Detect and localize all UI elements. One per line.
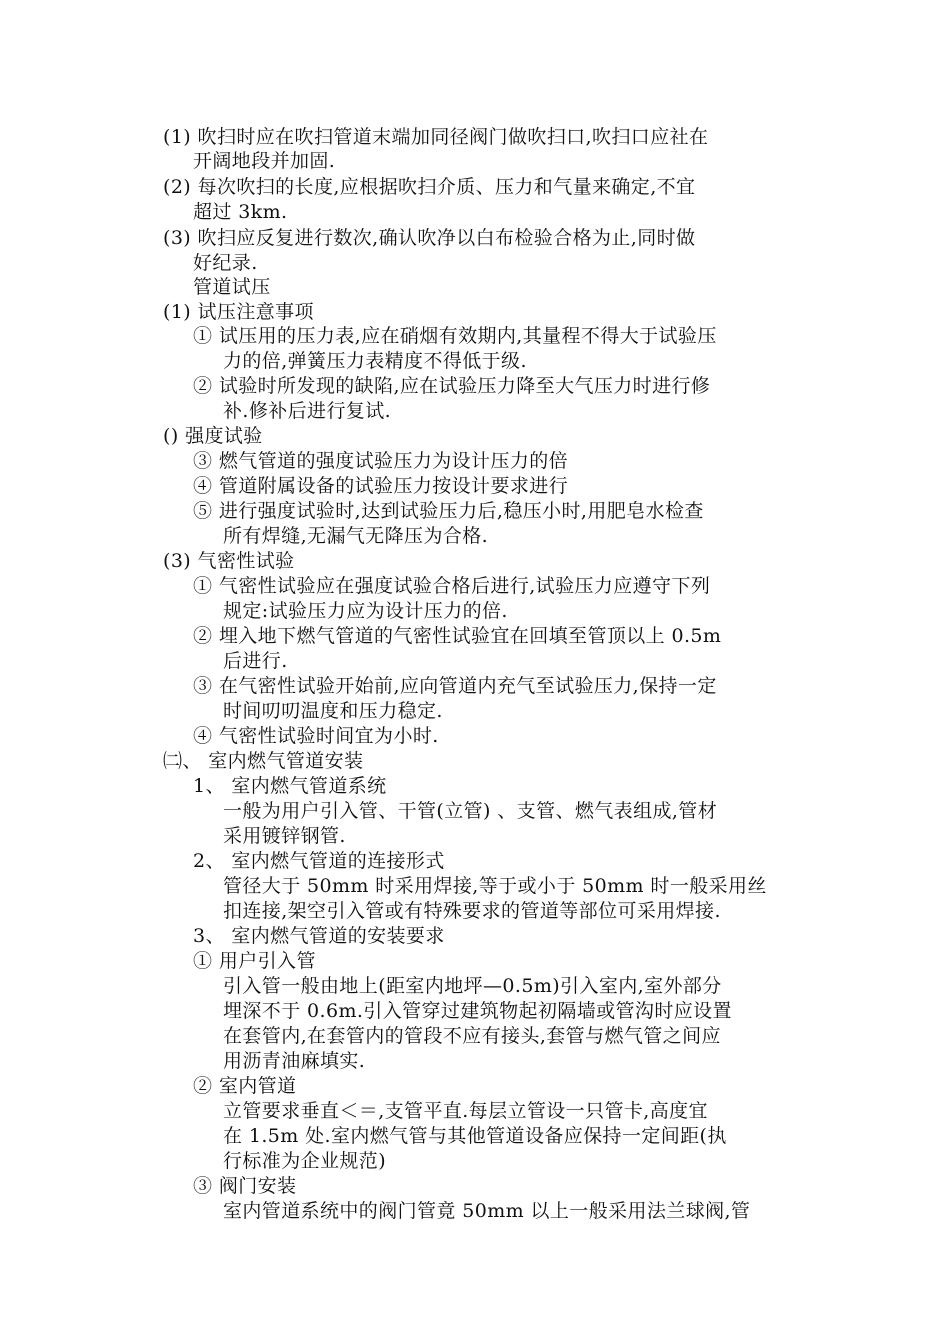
text-line: 行标准为企业规范) xyxy=(223,1150,387,1172)
text-line: ④ 气密性试验时间宜为小时. xyxy=(193,725,439,747)
text-line: ② 室内管道 xyxy=(193,1075,297,1097)
text-line: 好纪录. xyxy=(193,252,258,274)
text-line: 规定:试验压力应为设计压力的倍. xyxy=(223,600,508,622)
section-heading: ㈡、 室内燃气管道安装 xyxy=(163,750,364,772)
text-line: ④ 管道附属设备的试验压力按设计要求进行 xyxy=(193,475,569,497)
text-line: 3、 室内燃气管道的安装要求 xyxy=(193,925,445,947)
text-line: (2) 每次吹扫的长度,应根据吹扫介质、压力和气量来确定,不宜 xyxy=(163,176,696,198)
text-line: 立管要求垂直＜＝,支管平直.每层立管设一只管卡,高度宜 xyxy=(223,1100,708,1122)
text-line: 采用镀锌钢管. xyxy=(223,825,346,847)
text-line: 1、 室内燃气管道系统 xyxy=(193,775,387,797)
text-line: ③ 在气密性试验开始前,应向管道内充气至试验压力,保持一定 xyxy=(193,675,717,697)
text-line: 管径大于 50mm 时采用焊接,等于或小于 50mm 时一般采用丝 xyxy=(223,875,767,897)
text-line: 开阔地段并加固. xyxy=(193,150,336,172)
text-line: (3) 吹扫应反复进行数次,确认吹净以白布检验合格为止,同时做 xyxy=(163,227,696,249)
text-line: ② 埋入地下燃气管道的气密性试验宜在回填至管顶以上 0.5m xyxy=(193,625,722,647)
text-line: 室内管道系统中的阀门管竟 50mm 以上一般采用法兰球阀,管 xyxy=(223,1200,751,1222)
text-line: (1) 吹扫时应在吹扫管道末端加同径阀门做吹扫口,吹扫口应社在 xyxy=(163,126,709,148)
text-line: 力的倍,弹簧压力表精度不得低于级. xyxy=(223,350,527,372)
text-line: ① 试压用的压力表,应在硝烟有效期内,其量程不得大于试验压 xyxy=(193,325,717,347)
text-line: 扣连接,架空引入管或有特殊要求的管道等部位可采用焊接. xyxy=(223,900,721,922)
text-line: ③ 阀门安装 xyxy=(193,1175,297,1197)
text-line: 所有焊缝,无漏气无降压为合格. xyxy=(223,525,489,547)
text-line: 一般为用户引入管、干管(立管) 、支管、燃气表组成,管材 xyxy=(223,800,718,822)
text-line: 补.修补后进行复试. xyxy=(223,400,392,422)
text-line: 2、 室内燃气管道的连接形式 xyxy=(193,850,445,872)
section-heading: 管道试压 xyxy=(193,276,271,298)
text-line: 埋深不于 0.6m.引入管穿过建筑物起初隔墙或管沟时应设置 xyxy=(223,1000,732,1022)
text-line: ③ 燃气管道的强度试验压力为设计压力的倍 xyxy=(193,450,569,472)
text-line: 超过 3km. xyxy=(193,201,288,223)
text-line: ⑤ 进行强度试验时,达到试验压力后,稳压小时,用肥皂水检查 xyxy=(193,500,704,522)
text-line: ① 气密性试验应在强度试验合格后进行,试验压力应遵守下列 xyxy=(193,575,711,597)
text-line: ② 试验时所发现的缺陷,应在试验压力降至大气压力时进行修 xyxy=(193,375,711,397)
text-line: 用沥青油麻填实. xyxy=(223,1050,366,1072)
text-line: ① 用户引入管 xyxy=(193,950,316,972)
text-line: 引入管一般由地上(距室内地坪—0.5m)引入室内,室外部分 xyxy=(223,975,722,997)
text-line: 后进行. xyxy=(223,650,288,672)
text-line: 时间叨叨温度和压力稳定. xyxy=(223,700,443,722)
text-line: 在套管内,在套管内的管段不应有接头,套管与燃气管之间应 xyxy=(223,1025,721,1047)
text-line: (1) 试压注意事项 xyxy=(163,301,314,323)
text-line: 在 1.5m 处.室内燃气管与其他管道设备应保持一定间距(执 xyxy=(223,1125,727,1147)
text-line: () 强度试验 xyxy=(163,425,263,447)
text-line: (3) 气密性试验 xyxy=(163,550,295,572)
